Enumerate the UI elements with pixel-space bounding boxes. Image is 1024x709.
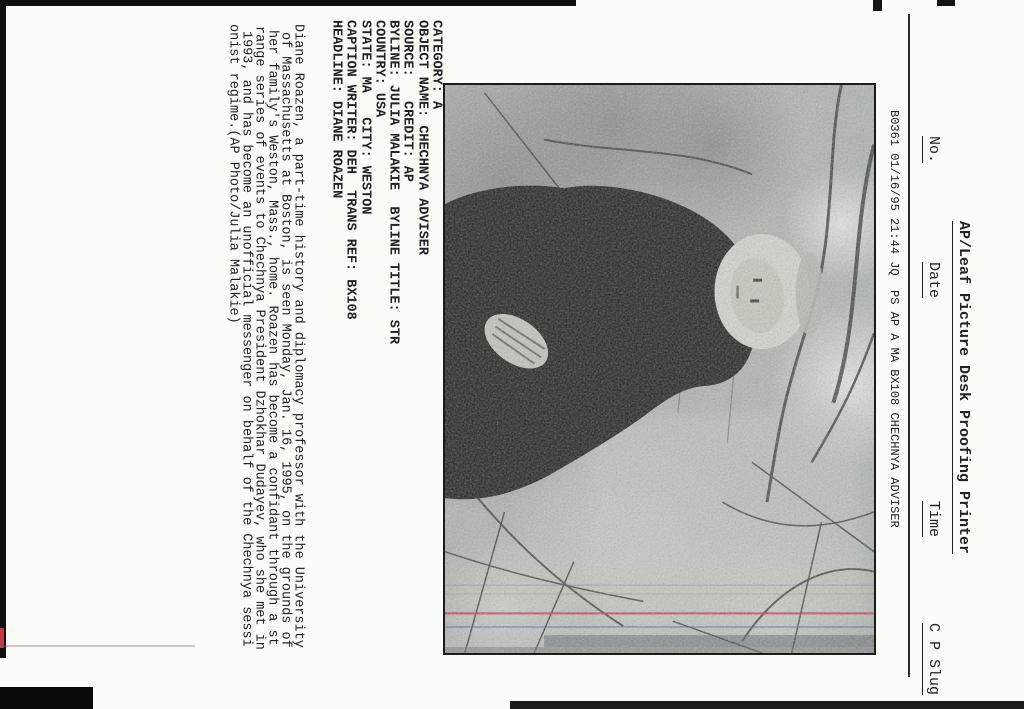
proof-sheet-title-text: AP/Leaf Picture Desk Proofing Printer bbox=[952, 221, 972, 554]
caption-line-2: of Massachusetts at Boston, is seen Monday, Jan. 16, 1995, on the grounds of bbox=[277, 32, 293, 648]
scan-mark-top-2 bbox=[937, 0, 955, 6]
metadata-line-byline: BYLINE: JULIA MALAKIE BYLINE TITLE: STR bbox=[385, 20, 401, 345]
scan-edge-left bbox=[0, 0, 6, 658]
column-label-date: Date bbox=[922, 262, 942, 298]
column-label-no: No. bbox=[922, 136, 942, 163]
proof-entry-row: B0361 01/16/95 21:44 JQ PS AP A MA BX108 CHECHNYA ADVISER bbox=[887, 110, 901, 528]
header-rule bbox=[908, 14, 910, 677]
metadata-line-category: CATEGORY: A bbox=[428, 20, 444, 110]
caption-line-3: her family's Weston, Mass., home. Roazen has become a confidant through a st bbox=[264, 30, 280, 646]
news-photo bbox=[443, 83, 876, 655]
metadata-line-caption-writer: CAPTION WRITER: DEH TRANS REF: BX108 bbox=[342, 20, 358, 320]
scan-edge-top bbox=[0, 0, 576, 6]
metadata-line-source-credit: SOURCE: CREDIT: AP bbox=[399, 20, 415, 183]
caption-line-5: 1993, and has become an unofficial messenger on behalf of the Chechnya sessi bbox=[238, 31, 254, 647]
caption-line-1: Diane Roazen, a part-time history and diplomacy professor with the University bbox=[290, 24, 306, 648]
scan-edge-bottom bbox=[510, 701, 1024, 709]
metadata-line-state-city: STATE: MA CITY: WESTON bbox=[357, 20, 373, 215]
scan-faint-line bbox=[0, 645, 195, 647]
metadata-line-headline: HEADLINE: DIANE ROAZEN bbox=[328, 20, 344, 199]
scan-mark-top-1 bbox=[873, 0, 882, 11]
scan-corner-block bbox=[0, 687, 93, 709]
column-label-slug: C P Slug bbox=[922, 623, 942, 695]
metadata-line-object-name: OBJECT NAME: CHECHNYA ADVISER bbox=[414, 20, 430, 255]
metadata-line-country: COUNTRY: USA bbox=[371, 20, 387, 118]
photo-grain bbox=[445, 85, 874, 653]
proof-header-row bbox=[911, 100, 956, 695]
column-label-time: Time bbox=[922, 501, 942, 537]
caption-line-6: onist regime.(AP Photo/Julia Malakie) bbox=[225, 24, 241, 324]
caption-line-4: range series of events to Chechnya President Dzhokhar Dudayev, who she met in bbox=[251, 26, 267, 650]
